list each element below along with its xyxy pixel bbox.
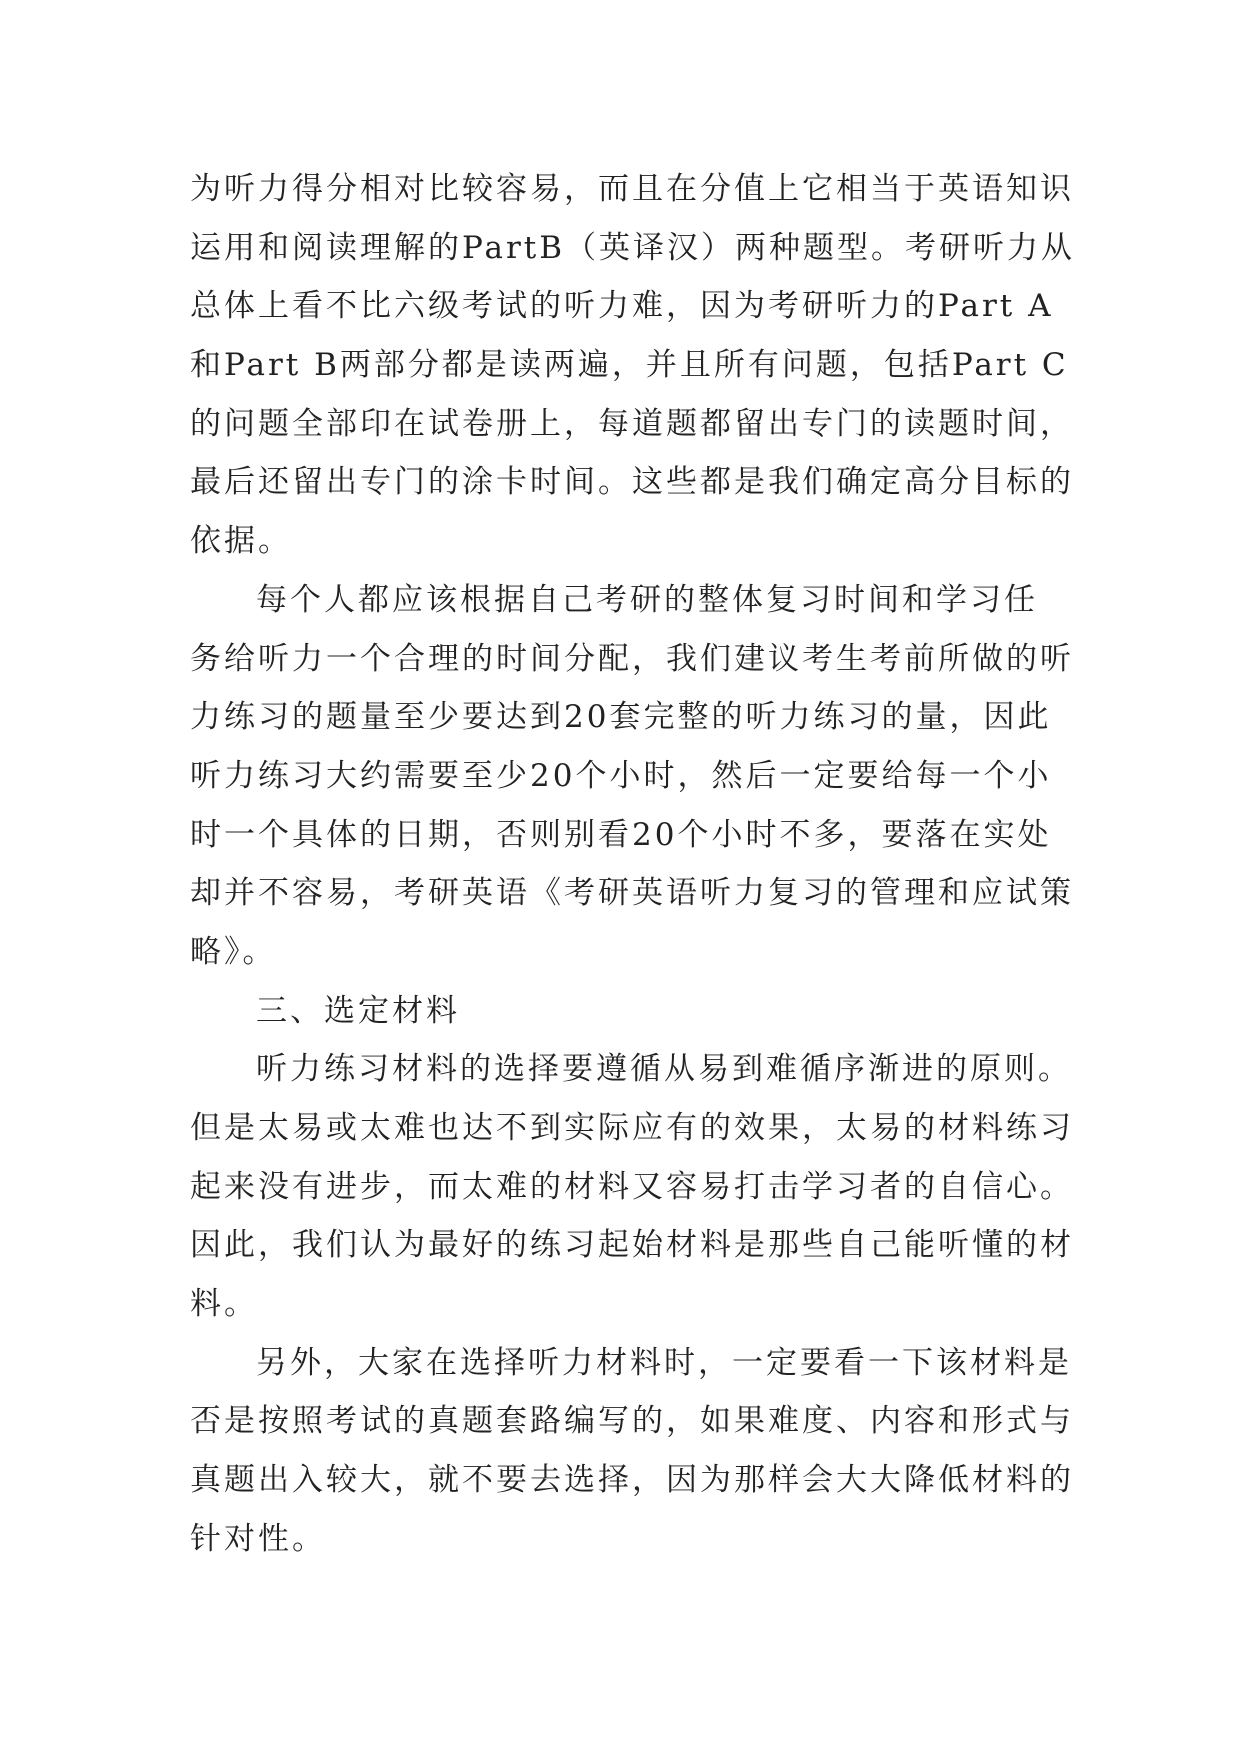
text-line: 另外，大家在选择听力材料时，一定要看一下该材料是 — [256, 1344, 1072, 1381]
text-line: 听力练习材料的选择要遵循从易到难循序渐进的原则。 — [256, 1051, 1072, 1088]
text-line: 起来没有进步，而太难的材料又容易打击学习者的自信心。 — [190, 1168, 1074, 1205]
text-line: 为听力得分相对比较容易，而且在分值上它相当于英语知识 — [190, 171, 1074, 207]
text-line: 却并不容易，考研英语《考研英语听力复习的管理和应试策 — [190, 875, 1074, 912]
text-line: 和Part B两部分都是读两遍，并且所有问题，包括Part C — [190, 347, 1069, 384]
text-line: 每个人都应该根据自己考研的整体复习时间和学习任 — [256, 581, 1038, 618]
text-line: 务给听力一个合理的时间分配，我们建议考生考前所做的听 — [190, 640, 1074, 677]
paragraph-1 — [190, 160, 1076, 571]
heading-line: 三、选定材料 — [256, 992, 460, 1029]
body-text — [190, 160, 1076, 1569]
text-line: 略》。 — [190, 933, 277, 970]
text-line: 时一个具体的日期，否则别看20个小时不多，要落在实处 — [190, 816, 1052, 853]
paragraph-4 — [190, 1040, 1074, 1333]
paragraph-5 — [190, 1334, 1074, 1569]
text-line: 否是按照考试的真题套路编写的，如果难度、内容和形式与 — [190, 1403, 1074, 1440]
text-line: 料。 — [190, 1286, 258, 1323]
text-line: 真题出入较大，就不要去选择，因为那样会大大降低材料的 — [190, 1462, 1074, 1499]
paragraph-2 — [190, 571, 1074, 982]
text-line: 听力练习大约需要至少20个小时，然后一定要给每一个小 — [190, 757, 1052, 794]
text-line: 的问题全部印在试卷册上，每道题都留出专门的读题时间， — [190, 405, 1074, 442]
text-line: 总体上看不比六级考试的听力难，因为考研听力的Part A — [190, 288, 1054, 325]
text-line: 依据。 — [190, 523, 292, 560]
text-line: 因此，我们认为最好的练习起始材料是那些自己能听懂的材 — [190, 1227, 1074, 1264]
text-line: 运用和阅读理解的PartB（英译汉）两种题型。考研听力从 — [190, 229, 1076, 266]
text-line: 针对性。 — [190, 1520, 326, 1557]
text-line: 力练习的题量至少要达到20套完整的听力练习的量，因此 — [190, 699, 1052, 736]
section-heading — [190, 982, 1060, 1041]
text-line: 最后还留出专门的涂卡时间。这些都是我们确定高分目标的 — [190, 464, 1074, 501]
text-line: 但是太易或太难也达不到实际应有的效果，太易的材料练习 — [190, 1110, 1074, 1146]
